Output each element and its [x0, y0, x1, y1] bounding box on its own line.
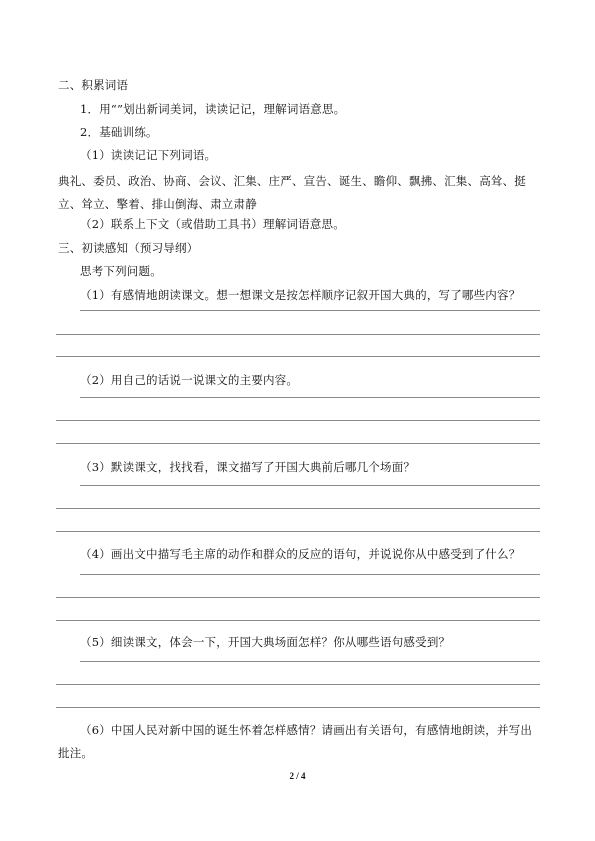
- answer-line[interactable]: [56, 508, 540, 509]
- answer-line[interactable]: [80, 661, 540, 662]
- question-5: （5）细读课文，体会一下，开国大典场面怎样？你从哪些语句感受到？: [80, 635, 451, 649]
- question-4: （4）画出文中描写毛主席的动作和群众的反应的语句，并说说你从中感受到了什么？: [80, 547, 521, 561]
- answer-line[interactable]: [56, 684, 540, 685]
- answer-line[interactable]: [56, 356, 540, 357]
- answer-line[interactable]: [56, 443, 540, 444]
- section-heading-vocabulary: 二、积累词语: [58, 78, 129, 92]
- answer-line[interactable]: [80, 310, 540, 311]
- question-3: （3）默读课文，找找看，课文描写了开国大典前后哪几个场面？: [80, 460, 416, 474]
- answer-line[interactable]: [56, 620, 540, 621]
- question-6: （6）中国人民对新中国的诞生怀着怎样感情？请画出有关语句，有感情地朗读，并写出批注。: [58, 723, 533, 760]
- answer-line[interactable]: [80, 397, 540, 398]
- section-heading-reading: 三、初读感知（预习导纲）: [58, 241, 199, 255]
- answer-line[interactable]: [80, 485, 540, 486]
- question-2: （2）用自己的话说一说课文的主要内容。: [80, 373, 299, 387]
- question-1: （1）有感情地朗读课文。想一想课文是按怎样顺序记叙开国大典的，写了哪些内容？: [80, 288, 521, 302]
- answer-line[interactable]: [56, 531, 540, 532]
- page-number: 2 / 4: [289, 771, 306, 781]
- instruction-item-1: 1．用“”划出新词美词，读读记记，理解词语意思。: [80, 102, 346, 116]
- answer-line[interactable]: [56, 707, 540, 708]
- answer-line[interactable]: [56, 334, 540, 335]
- reading-intro: 思考下列问题。: [80, 264, 162, 278]
- sub-instruction-1: （1）读读记记下列词语。: [80, 148, 217, 162]
- answer-line[interactable]: [56, 420, 540, 421]
- answer-line[interactable]: [56, 597, 540, 598]
- vocabulary-word-list: 典礼、委员、政治、协商、会议、汇集、庄严、宣告、诞生、瞻仰、飘拂、汇集、高耸、挺立、耸立、擎着、排山倒海、肃立肃静: [58, 174, 526, 211]
- instruction-item-2: 2．基础训练。: [80, 125, 158, 139]
- answer-line[interactable]: [80, 574, 540, 575]
- sub-instruction-2: （2）联系上下文（或借助工具书）理解词语意思。: [80, 217, 345, 231]
